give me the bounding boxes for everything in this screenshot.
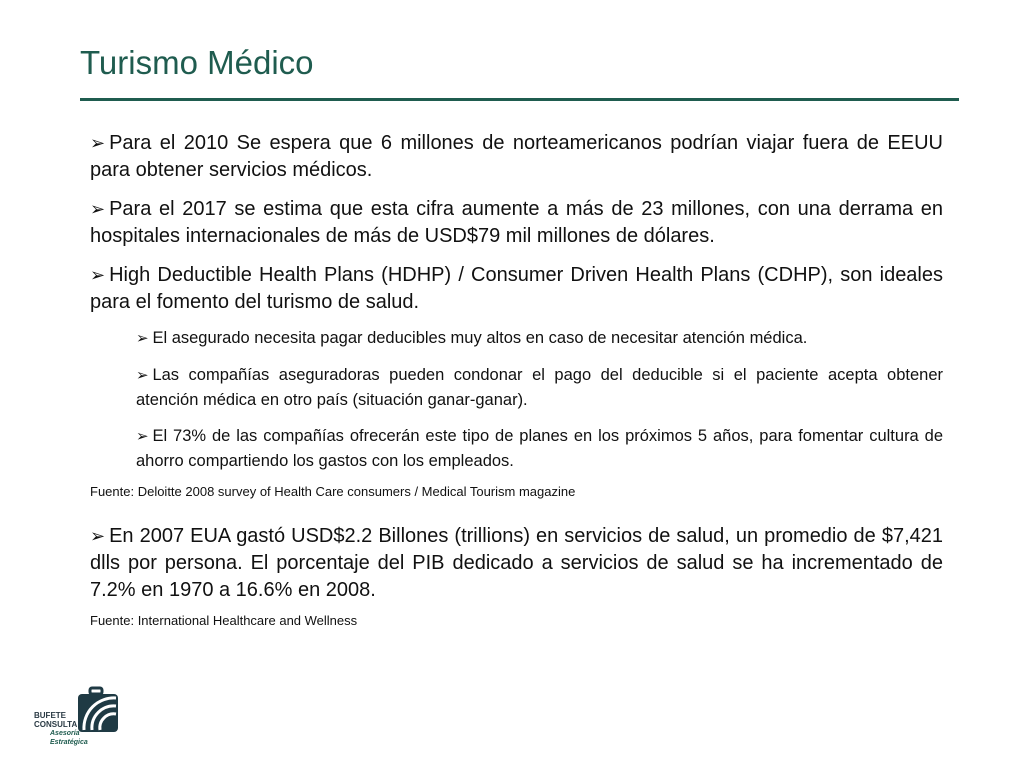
arrow-bullet-icon: ➢	[90, 133, 106, 153]
sub-bullet	[136, 326, 943, 351]
arrow-bullet-icon: ➢	[90, 265, 106, 285]
bullet-paragraph	[90, 130, 943, 184]
bullet-paragraph	[90, 523, 943, 604]
arrow-bullet-icon: ➢	[136, 429, 149, 445]
sub-bullet-text: El 73% de las compañías ofrecerán este tipo de planes en los próximos 5 años, para fomentar cultura de ahorro compartiendo los gastos con los empleados.	[136, 427, 943, 470]
arrow-bullet-icon: ➢	[90, 526, 106, 546]
arrow-bullet-icon: ➢	[136, 331, 149, 347]
bullet-text: En 2007 EUA gastó USD$2.2 Billones (trillions) en servicios de salud, un promedio de $7,421 dlls por persona. El porcentaje del PIB dedicado a servicios de salud se ha incrementado de 7.2% en 1970 a 16.6% en 2008.	[90, 525, 943, 601]
bullet-text: Para el 2010 Se espera que 6 millones de norteamericanos podrían viajar fuera de EEUU para obtener servicios médicos.	[90, 132, 943, 181]
logo-line-2: CONSULTA	[34, 720, 78, 729]
bullet-text: Para el 2017 se estima que esta cifra aumente a más de 23 millones, con una derrama en hospitales internacionales de más de USD$79 mil millones de dólares.	[90, 198, 943, 247]
arrow-bullet-icon: ➢	[136, 368, 149, 384]
source-citation: Fuente: Deloitte 2008 survey of Health Care consumers / Medical Tourism magazine	[90, 484, 576, 499]
logo-wordmark	[34, 711, 116, 747]
sub-bullet-text: El asegurado necesita pagar deducibles muy altos en caso de necesitar atención médica.	[152, 329, 808, 347]
sub-bullet-text: Las compañías aseguradoras pueden condonar el pago del deducible si el paciente acepta obtener atención médica en otro país (situación ganar-ganar).	[136, 366, 943, 409]
logo-tagline: Asesoría Estratégica	[50, 730, 88, 746]
sub-bullet	[136, 424, 943, 473]
company-logo	[34, 686, 124, 744]
bullet-paragraph	[90, 262, 943, 316]
sub-bullet	[136, 363, 943, 412]
title-divider	[80, 98, 959, 101]
bullet-paragraph	[90, 196, 943, 250]
bullet-text: High Deductible Health Plans (HDHP) / Consumer Driven Health Plans (CDHP), son ideales para el fomento del turismo de salud.	[90, 264, 943, 313]
logo-line-1: BUFETE	[34, 711, 66, 720]
arrow-bullet-icon: ➢	[90, 199, 106, 219]
slide-content	[90, 130, 943, 630]
slide-title: Turismo Médico	[80, 44, 314, 81]
source-citation: Fuente: International Healthcare and Wellness	[90, 613, 358, 628]
